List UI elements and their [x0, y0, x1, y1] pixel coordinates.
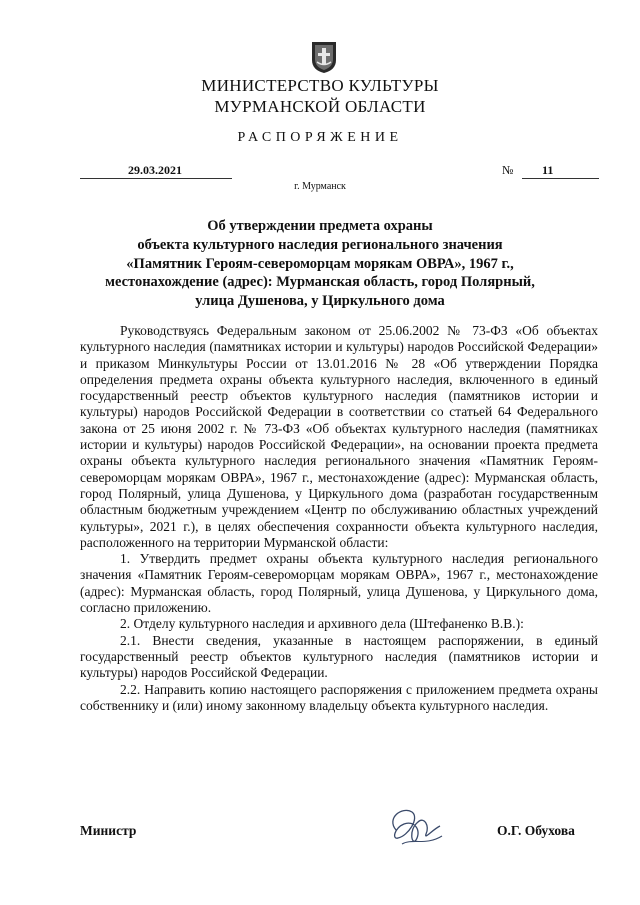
handwritten-signature-icon	[382, 800, 452, 852]
item-1: 1. Утвердить предмет охраны объекта культурного наследия регионального значения «Памятник Героям-североморцам морякам ОВРА», 1967 г., местонахождение (адрес): Мурманская область, город Полярный, улица Душенова, у Циркульного дома, согласно приложению.	[80, 551, 598, 616]
coat-of-arms-icon	[310, 40, 338, 74]
document-date: 29.03.2021	[128, 163, 182, 177]
document-type: РАСПОРЯЖЕНИЕ	[237, 130, 403, 145]
number-field	[522, 162, 599, 179]
document-number: 11	[542, 163, 554, 177]
number-sign: №	[502, 163, 514, 177]
signer-name: О.Г. Обухова	[497, 823, 575, 838]
item-2-1: 2.1. Внести сведения, указанные в настоящем распоряжении, в единый государственный реестр объектов культурного наследия (памятников истории и культуры) народов Российской Федерации.	[80, 632, 598, 681]
org-name-line2: МУРМАНСКОЙ ОБЛАСТИ	[214, 97, 426, 116]
title-line: местонахождение (адрес): Мурманская область, город Полярный,	[105, 274, 535, 291]
title-line: «Памятник Героям-североморцам морякам ОВРА», 1967 г.,	[126, 255, 514, 272]
item-2-2: 2.2. Направить копию настоящего распоряжения с приложением предмета охраны собственнику и (или) иному законному владельцу объекта культурного наследия.	[80, 681, 598, 713]
title-line: улица Душенова, у Циркульного дома	[195, 293, 445, 310]
city: г. Мурманск	[294, 181, 346, 192]
date-field	[80, 162, 232, 179]
document-body	[80, 323, 598, 714]
document-title	[90, 217, 550, 311]
preamble-paragraph: Руководствуясь Федеральным законом от 25.06.2002 № 73-ФЗ «Об объектах культурного наследия (памятниках истории и культуры) народов Российской Федерации» и приказом Минкультуры России от 13.01.2016 № 28 «Об утверждении Порядка определения предмета охраны объекта культурного наследия, включенного в единый государственный реестр объектов культурного наследия (памятников истории и культуры) народов Российской Федерации в соответствии со статьей 64 Федерального закона от 25 июня 2002 г. № 73-ФЗ «Об объектах культурного наследия (памятниках истории и культуры) народов Российской Федерации», на основании проекта предмета охраны объекта культурного наследия регионального значения «Памятник Героям-североморцам морякам ОВРА», 1967 г., местонахождение (адрес): Мурманская область, город Полярный, улица Душенова, у Циркульного дома (разработан государственным областным бюджетным учреждением «Центр по обслуживанию областных учреждений культуры», 2021 г.), в целях обеспечения сохранности объекта культурного наследия, расположенного на территории Мурманской области:	[80, 323, 598, 550]
org-name-line1: МИНИСТЕРСТВО КУЛЬТУРЫ	[201, 76, 439, 95]
title-line: Об утверждении предмета охраны	[207, 218, 433, 234]
signer-position: Министр	[80, 823, 137, 838]
item-2: 2. Отделу культурного наследия и архивного дела (Штефаненко В.В.):	[120, 616, 524, 632]
title-line: объекта культурного наследия регионального значения	[137, 236, 503, 253]
